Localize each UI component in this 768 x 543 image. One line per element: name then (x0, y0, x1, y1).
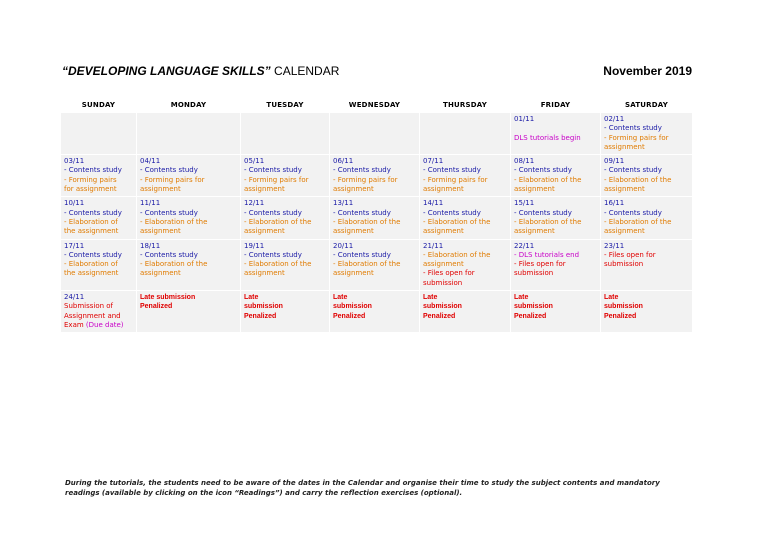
late-submission-cell (601, 291, 693, 333)
day-event: - Elaboration of the (244, 260, 312, 269)
day-cell (330, 197, 420, 239)
day-cell (511, 113, 601, 155)
day-event: - DLS tutorials end (514, 250, 580, 259)
day-cell (511, 239, 601, 290)
late-submission-cell (511, 291, 601, 333)
weekday-header: SATURDAY (601, 97, 693, 113)
day-cell (511, 197, 601, 239)
day-cell (241, 239, 330, 290)
day-event: - Elaboration of the (140, 260, 208, 269)
day-date: 13/11 (333, 199, 354, 208)
late-submission-cell (137, 291, 241, 333)
weekday-header-row (61, 97, 693, 113)
day-event: - Contents study (140, 208, 198, 217)
late-text: Penalized (244, 312, 277, 320)
weekday-header: FRIDAY (511, 97, 601, 113)
day-cell (601, 239, 693, 290)
day-event: assignment (140, 227, 181, 236)
day-cell (330, 155, 420, 197)
day-date: 20/11 (333, 241, 354, 250)
day-event: assignment (604, 185, 645, 194)
day-event (514, 124, 597, 133)
day-date: 05/11 (244, 157, 265, 166)
weekday-header: MONDAY (137, 97, 241, 113)
late-text: Late (333, 294, 348, 302)
day-cell (601, 155, 693, 197)
month-label: November 2019 (603, 64, 692, 78)
day-event: DLS tutorials begin (514, 133, 581, 142)
day-date: 22/11 (514, 241, 535, 250)
day-cell (241, 113, 330, 155)
day-cell (137, 113, 241, 155)
day-event: assignment (423, 260, 464, 269)
day-date: 01/11 (514, 115, 535, 123)
day-date: 10/11 (64, 199, 85, 208)
day-event: assignment (140, 185, 181, 194)
day-event: - Contents study (140, 250, 198, 259)
late-submission-cell (420, 291, 511, 333)
week-row (61, 239, 693, 290)
day-cell (330, 113, 420, 155)
day-date: 02/11 (604, 115, 625, 123)
day-event: - Contents study (604, 166, 662, 175)
day-event: - Contents study (423, 166, 481, 175)
late-submission-cell (330, 291, 420, 333)
footer-note: During the tutorials, the students need to be aware of the dates in the Calendar and organise their time to study the subject contents and mandatory readings (available by clicking on the icon “Readings”) and carry the reflection exercises (optional). (65, 479, 660, 497)
day-event: assignment (423, 227, 464, 236)
calendar-table (60, 96, 693, 333)
day-event: - Elaboration of the (333, 260, 401, 269)
day-event: - Forming pairs for (423, 175, 488, 184)
day-event-text: Exam (64, 320, 86, 329)
day-event: - Elaboration of the (333, 217, 401, 226)
day-date: 17/11 (64, 241, 85, 250)
day-cell (61, 291, 137, 333)
day-event: - Contents study (140, 166, 198, 175)
day-event: assignment (514, 185, 555, 194)
late-submission-cell (241, 291, 330, 333)
day-event: - Contents study (64, 166, 122, 175)
late-text: Penalized (423, 312, 456, 320)
late-text: Late (423, 294, 438, 302)
day-event: - Forming pairs (64, 175, 117, 184)
day-event: - Elaboration of the (514, 175, 582, 184)
day-event: for assignment (64, 185, 117, 194)
day-event: the assignment (64, 227, 119, 236)
title-rest: CALENDAR (270, 64, 340, 78)
day-event: assignment (604, 142, 645, 151)
day-event: submission (423, 278, 463, 287)
day-date: 06/11 (333, 157, 354, 166)
day-date: 14/11 (423, 199, 444, 208)
day-event: - Elaboration of (64, 217, 118, 226)
day-event: assignment (244, 269, 285, 278)
day-cell (61, 113, 137, 155)
day-event: - Contents study (423, 208, 481, 217)
day-event: - Contents study (333, 208, 391, 217)
calendar-title (62, 64, 339, 78)
day-event: - Contents study (64, 208, 122, 217)
day-event: - Elaboration of the (244, 217, 312, 226)
day-event: assignment (333, 227, 374, 236)
day-event: assignment (244, 227, 285, 236)
day-event: assignment (333, 269, 374, 278)
late-text: Penalized (333, 312, 366, 320)
day-date: 18/11 (140, 241, 161, 250)
late-text: submission (333, 303, 372, 311)
day-cell (137, 155, 241, 197)
calendar-header (62, 64, 692, 84)
day-event: - Elaboration of the (423, 250, 491, 259)
late-text: Penalized (604, 312, 637, 320)
late-text: Late submission (140, 294, 196, 302)
late-text: submission (423, 303, 462, 311)
day-cell (241, 197, 330, 239)
day-cell (420, 113, 511, 155)
day-event: submission (514, 269, 554, 278)
day-cell (61, 155, 137, 197)
day-cell (420, 155, 511, 197)
weekday-header: TUESDAY (241, 97, 330, 113)
day-date: 12/11 (244, 199, 265, 208)
day-event: - Contents study (333, 166, 391, 175)
day-event: - Contents study (514, 208, 572, 217)
day-cell (330, 239, 420, 290)
late-text: Late (244, 294, 259, 302)
day-cell (420, 197, 511, 239)
late-text: Late (604, 294, 619, 302)
late-text: Penalized (514, 312, 547, 320)
day-event: the assignment (64, 269, 119, 278)
day-event: submission (604, 260, 644, 269)
day-event: - Files open for (514, 260, 566, 269)
day-date: 07/11 (423, 157, 444, 166)
late-text: Penalized (140, 303, 173, 311)
day-event: - Elaboration of the (604, 175, 672, 184)
day-event: - Forming pairs for (333, 175, 398, 184)
day-event: - Contents study (604, 124, 662, 133)
due-date-label: (Due date) (85, 320, 124, 329)
day-event: assignment (423, 185, 464, 194)
day-event: - Elaboration of (64, 260, 118, 269)
day-event: - Contents study (604, 208, 662, 217)
day-cell (61, 239, 137, 290)
late-text: submission (514, 303, 553, 311)
day-event: Submission of (64, 302, 114, 311)
day-date: 21/11 (423, 241, 444, 250)
day-event: - Contents study (64, 250, 122, 259)
day-cell (137, 197, 241, 239)
day-event: assignment (333, 185, 374, 194)
day-event: - Contents study (244, 208, 302, 217)
day-event: - Contents study (514, 166, 572, 175)
week-row-final (61, 291, 693, 333)
day-event (64, 321, 133, 330)
week-row (61, 155, 693, 197)
late-text: submission (604, 303, 643, 311)
day-cell (241, 155, 330, 197)
day-event: - Files open for (604, 250, 656, 259)
day-date: 24/11 (64, 293, 85, 302)
day-event: - Forming pairs for (604, 133, 669, 142)
day-event: assignment (244, 185, 285, 194)
day-event: - Elaboration of the (514, 217, 582, 226)
day-event: - Contents study (333, 250, 391, 259)
day-event: - Files open for (423, 269, 475, 278)
day-event: Assignment and (64, 311, 121, 320)
day-cell (511, 155, 601, 197)
day-date: 11/11 (140, 199, 161, 208)
week-row (61, 197, 693, 239)
day-event: assignment (514, 227, 555, 236)
day-event: - Forming pairs for (140, 175, 205, 184)
day-date: 16/11 (604, 199, 625, 208)
late-text: submission (244, 303, 283, 311)
day-event: - Forming pairs for (244, 175, 309, 184)
day-date: 09/11 (604, 157, 625, 166)
day-cell (137, 239, 241, 290)
day-event: assignment (140, 269, 181, 278)
day-cell (420, 239, 511, 290)
weekday-header: THURSDAY (420, 97, 511, 113)
weekday-header: SUNDAY (61, 97, 137, 113)
weekday-header: WEDNESDAY (330, 97, 420, 113)
day-date: 23/11 (604, 241, 625, 250)
day-event: - Contents study (244, 166, 302, 175)
day-cell (601, 197, 693, 239)
day-event: - Elaboration of the (140, 217, 208, 226)
day-event: - Contents study (244, 250, 302, 259)
day-event: - Elaboration of the (604, 217, 672, 226)
day-date: 08/11 (514, 157, 535, 166)
week-row (61, 113, 693, 155)
day-cell (601, 113, 693, 155)
day-date: 03/11 (64, 157, 85, 166)
late-text: Late (514, 294, 529, 302)
title-italic: “DEVELOPING LANGUAGE SKILLS” (62, 64, 271, 78)
day-date: 15/11 (514, 199, 535, 208)
day-event: - Elaboration of the (423, 217, 491, 226)
day-date: 19/11 (244, 241, 265, 250)
day-event: assignment (604, 227, 645, 236)
day-date: 04/11 (140, 157, 161, 166)
day-cell (61, 197, 137, 239)
